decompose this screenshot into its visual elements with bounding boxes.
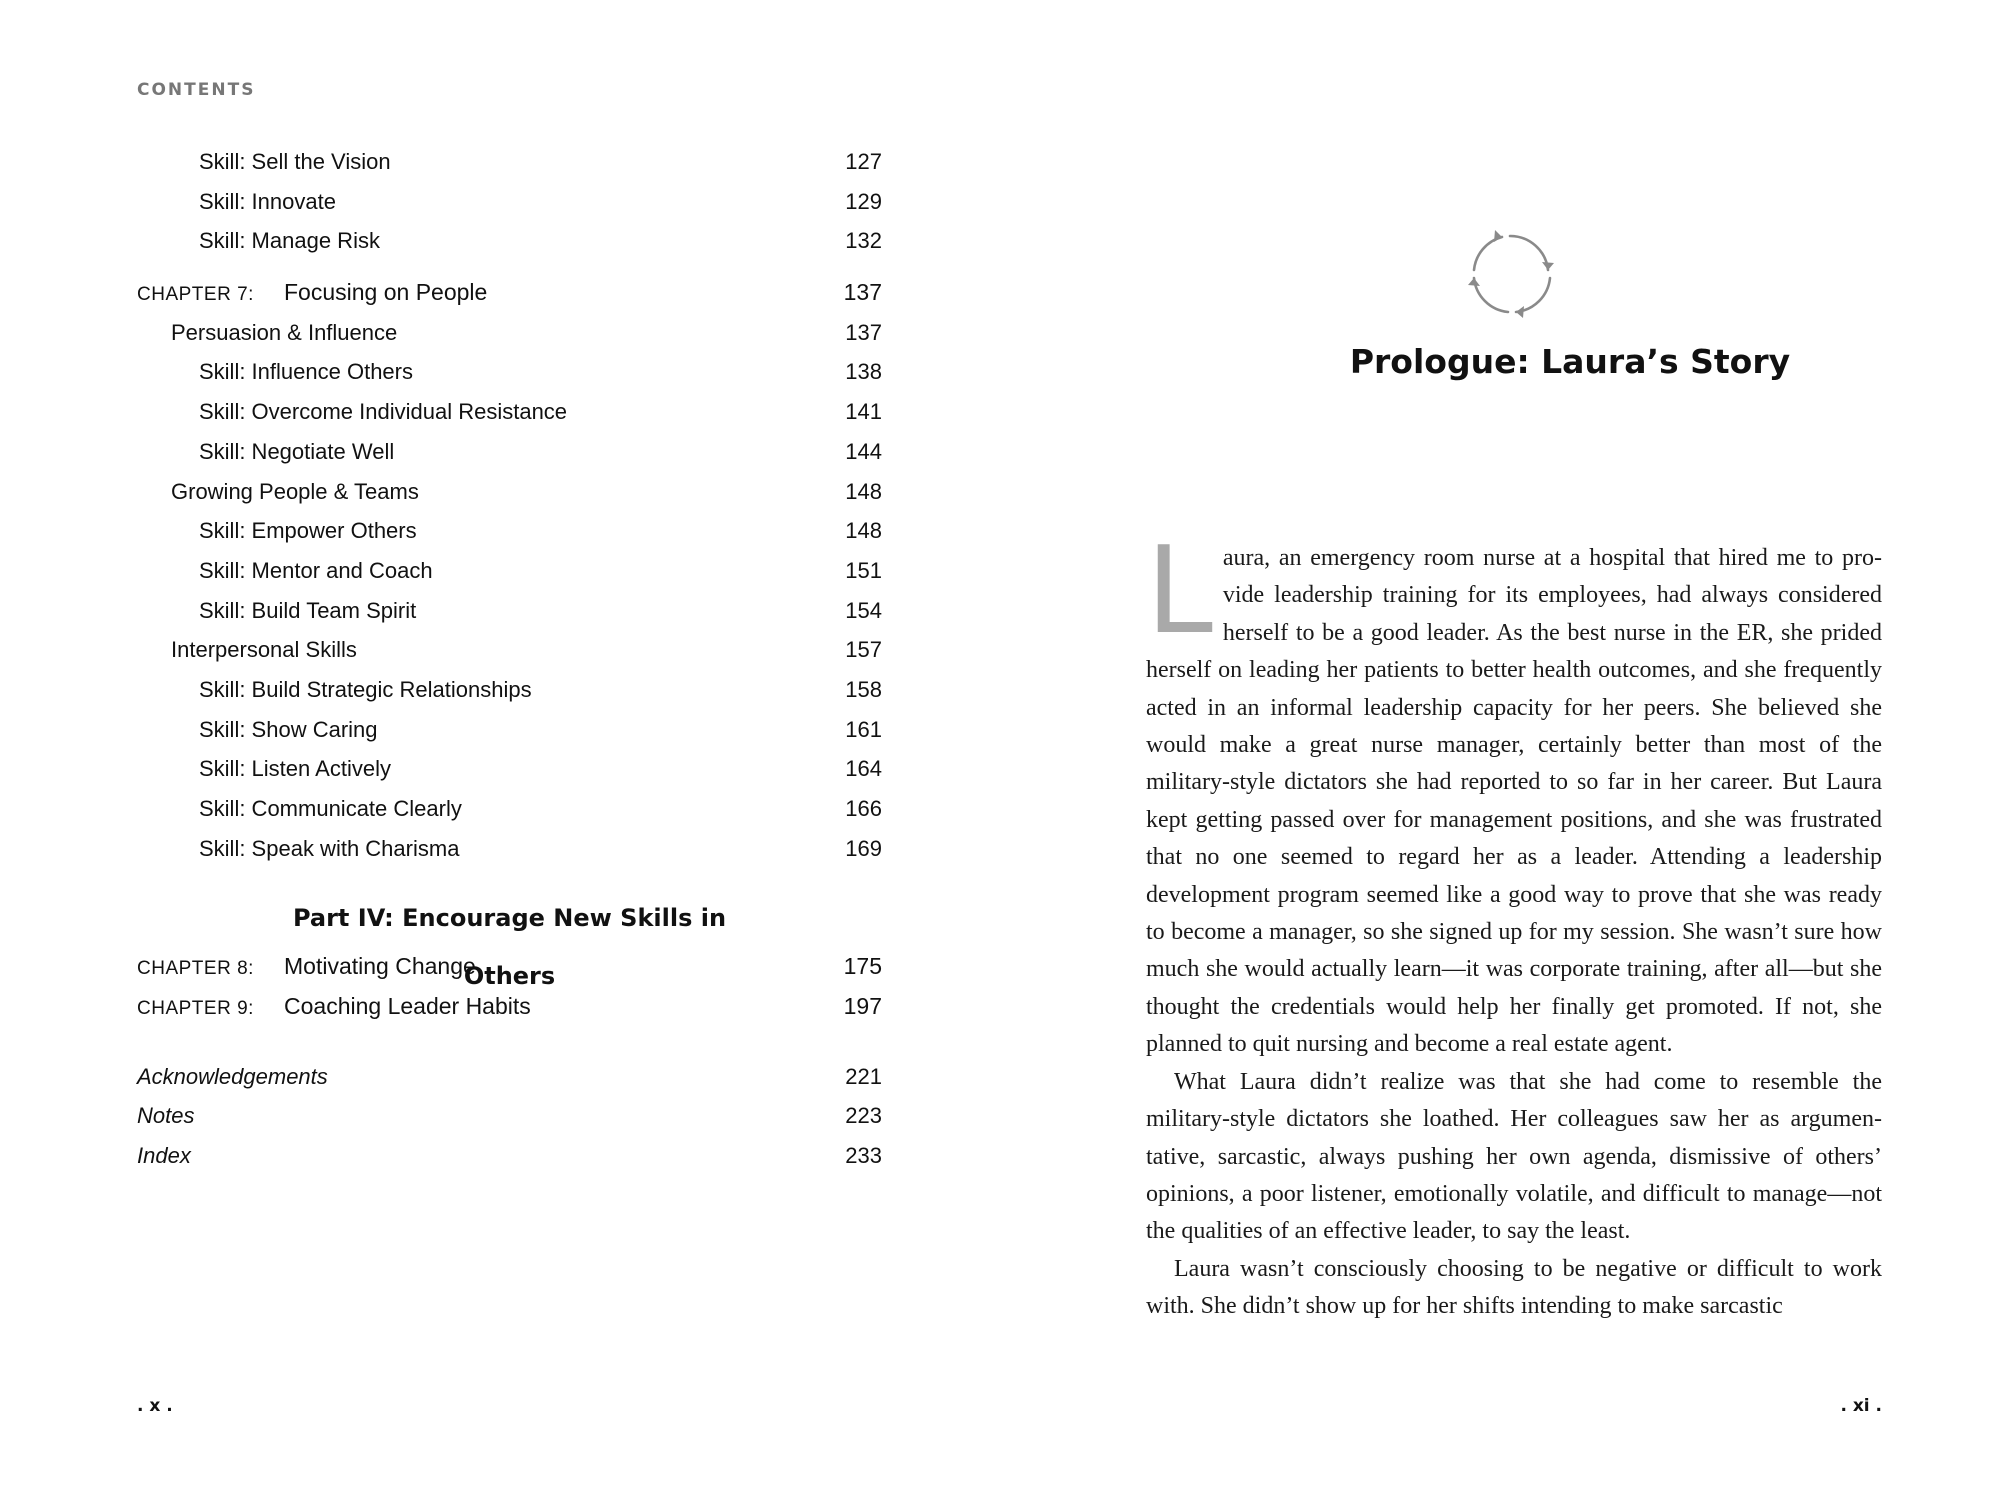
toc-entry[interactable] xyxy=(137,591,882,631)
toc-entry-page: 223 xyxy=(845,1103,882,1129)
toc-entry-page: 175 xyxy=(843,953,882,980)
paragraph-text: aura, an emergency room nurse at a hospital that hired me to provide leadership training for its employees, had always considered herself to be a good leader. As the best nurse in the ER, she prided herself on leading her patients to better health outcomes, and she frequently acted in an informal leadership capacity for her peers. She believed she would make a great nurse manager, certainly better than most of the military-style dictators she had reported to so far in her career. But Laura kept getting passed over for management positions, and she was frustrated that no one seemed to regard her as a leader. Attending a leadership development program seemed like a good way to prove that she was ready to become a manager, so she signed up for my session. She wasn’t sure how much she would actually learn—it was corporate training, after all—but she thought the credentials would help her finally get promoted. If not, she planned to quit nursing and become a real estate agent. xyxy=(1146,545,1882,1058)
toc-entry-title: Index xyxy=(137,1143,191,1169)
toc-entry-page: 132 xyxy=(845,228,882,254)
toc-entry-title: Skill: Innovate xyxy=(199,188,336,214)
chapter-number: CHAPTER 8: xyxy=(137,958,254,980)
chapter-number: CHAPTER 9: xyxy=(137,998,254,1020)
toc-entry[interactable] xyxy=(137,710,882,750)
toc-entry-page: 151 xyxy=(845,557,882,583)
toc-entry-title: Notes xyxy=(137,1103,195,1129)
toc-entry-page: 197 xyxy=(843,993,882,1020)
toc-entry-title: Skill: Negotiate Well xyxy=(199,438,395,464)
toc-entry[interactable] xyxy=(137,352,882,392)
toc-backmatter-entry[interactable] xyxy=(137,1136,882,1176)
spacer xyxy=(137,868,882,889)
toc-chapter-8[interactable] xyxy=(137,947,882,987)
toc-entry[interactable] xyxy=(137,392,882,432)
prologue-body xyxy=(1146,522,1882,1326)
toc-entry-title: Skill: Empower Others xyxy=(199,518,417,544)
toc-entry[interactable] xyxy=(137,829,882,869)
toc-entry-title: Skill: Speak with Charisma xyxy=(199,835,460,861)
toc-entry-title: Persuasion & Influence xyxy=(171,319,398,345)
chapter-title: Motivating Change xyxy=(284,953,476,980)
toc-entry-title: Skill: Listen Actively xyxy=(199,756,391,782)
toc-entry-page: 148 xyxy=(845,478,882,504)
toc-entry-page: 127 xyxy=(845,149,882,174)
page-number: . x . xyxy=(137,1396,173,1416)
toc-entry-page: 166 xyxy=(845,796,882,821)
toc-section[interactable] xyxy=(137,472,882,512)
toc-entry-page: 221 xyxy=(845,1063,882,1089)
toc-entry-title: Interpersonal Skills xyxy=(171,637,357,663)
table-of-contents xyxy=(137,142,882,1176)
paragraph xyxy=(1146,522,1882,1064)
toc-entry-page: 154 xyxy=(845,597,882,623)
toc-entry[interactable] xyxy=(137,142,882,182)
toc-entry[interactable] xyxy=(137,182,882,222)
toc-section[interactable] xyxy=(137,630,882,670)
toc-entry-title: Growing People & Teams xyxy=(171,478,419,504)
toc-entry[interactable] xyxy=(137,670,882,710)
toc-entry-title: Skill: Overcome Individual Resistance xyxy=(199,399,568,425)
toc-entry-page: 158 xyxy=(845,676,882,702)
part-heading[interactable]: Part IV: Encourage New Skills in Others xyxy=(292,904,727,991)
toc-entry[interactable] xyxy=(137,551,882,591)
toc-entry-page: 144 xyxy=(845,438,882,464)
toc-entry-title: Skill: Build Team Spirit xyxy=(199,597,417,623)
page-number: . xi . xyxy=(1840,1396,1882,1416)
chapter-title: Focusing on People xyxy=(284,279,488,306)
toc-entry-page: 233 xyxy=(845,1143,882,1169)
toc-entry-page: 164 xyxy=(845,756,882,782)
spacer xyxy=(137,261,882,273)
toc-entry[interactable] xyxy=(137,511,882,551)
paragraph: What Laura didn’t realize was that she had come to resemble the military-style dictators she loathed. Her colleagues saw her as argumentative, sarcastic, always pushing her own agenda, dismissive of others’ opinions, a poor listener, emotionally volatile, and difficult to manage—not the qualities of an effective leader, to say the least. xyxy=(1146,1068,1882,1245)
toc-entry-page: 157 xyxy=(845,637,882,663)
toc-entry-page: 141 xyxy=(845,399,882,425)
circular-arrows-icon xyxy=(1468,230,1556,318)
toc-entry-page: 129 xyxy=(845,188,882,214)
toc-entry-title: Acknowledgements xyxy=(137,1063,328,1089)
toc-chapter-9[interactable] xyxy=(137,987,882,1027)
toc-entry[interactable] xyxy=(137,432,882,472)
toc-entry-title: Skill: Communicate Clearly xyxy=(199,796,462,821)
toc-chapter-7[interactable] xyxy=(137,273,882,313)
toc-entry-title: Skill: Show Caring xyxy=(199,716,378,742)
toc-entry-page: 137 xyxy=(845,319,882,345)
running-head: CONTENTS xyxy=(137,80,256,100)
toc-entry-page: 169 xyxy=(845,835,882,861)
toc-backmatter-entry[interactable] xyxy=(137,1057,882,1097)
toc-section[interactable] xyxy=(137,313,882,353)
chapter-number: CHAPTER 7: xyxy=(137,284,254,306)
toc-entry-title: Skill: Influence Others xyxy=(199,359,413,385)
drop-cap: L xyxy=(1146,522,1213,661)
toc-entry-page: 161 xyxy=(845,716,882,742)
toc-entry-title: Skill: Build Strategic Relationships xyxy=(199,676,532,702)
toc-entry-title: Skill: Sell the Vision xyxy=(199,149,391,174)
toc-entry-page: 138 xyxy=(845,359,882,385)
toc-entry-page: 137 xyxy=(843,279,882,306)
toc-entry[interactable] xyxy=(137,789,882,829)
toc-entry-title: Skill: Mentor and Coach xyxy=(199,557,433,583)
toc-entry[interactable] xyxy=(137,749,882,789)
paragraph: Laura wasn’t consciously choosing to be negative or difficult to work with. She didn’t show up for her shifts intending to make sarcastic xyxy=(1146,1255,1882,1320)
spacer xyxy=(137,1027,882,1057)
chapter-title: Prologue: Laura’s Story xyxy=(1349,342,1791,381)
toc-entry-page: 148 xyxy=(845,518,882,544)
toc-entry[interactable] xyxy=(137,221,882,261)
chapter-title: Coaching Leader Habits xyxy=(284,993,531,1020)
toc-entry-title: Skill: Manage Risk xyxy=(199,228,380,254)
right-page xyxy=(1000,0,2000,1500)
toc-backmatter-entry[interactable] xyxy=(137,1096,882,1136)
